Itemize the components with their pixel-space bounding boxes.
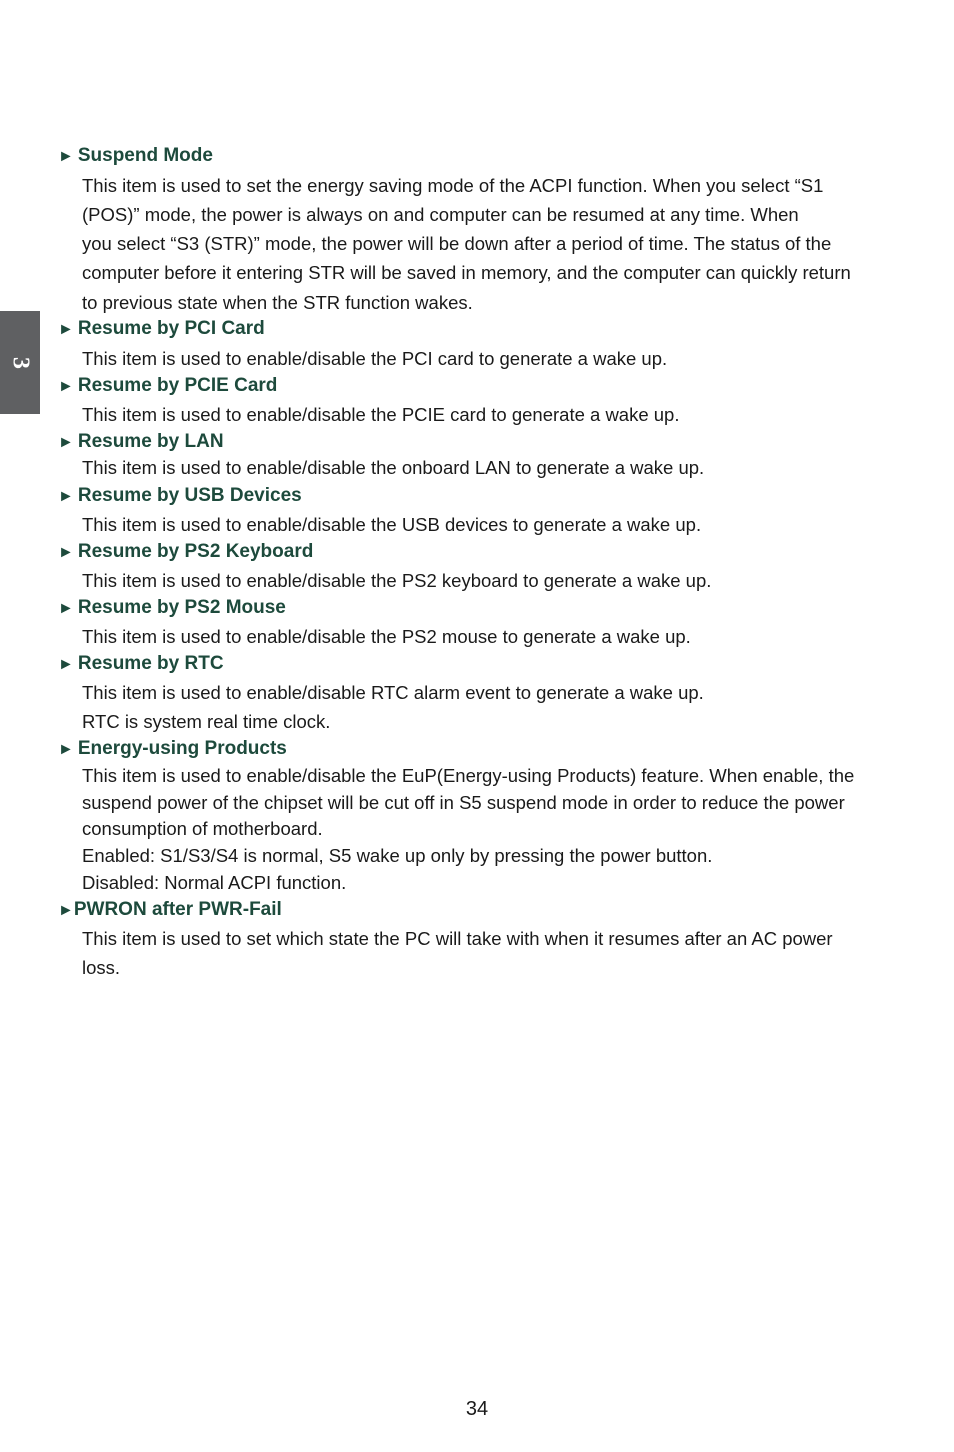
- section-heading-resume-pci-card: ► Resume by PCI Card: [58, 318, 265, 339]
- section-text: This item is used to enable/disable the PS2 mouse to generate a wake up.: [82, 626, 691, 647]
- arrow-right-icon: ►: [58, 434, 74, 451]
- page-number: 34: [465, 1398, 489, 1420]
- section-text: Enabled: S1/S3/S4 is normal, S5 wake up only by pressing the power button.: [82, 845, 713, 866]
- section-text: This item is used to enable/disable RTC alarm event to generate a wake up.: [82, 682, 704, 703]
- section-text: you select “S3 (STR)” mode, the power will be down after a period of time. The status of the: [82, 233, 832, 254]
- arrow-right-icon: ►: [58, 378, 74, 395]
- section-heading-resume-lan: ► Resume by LAN: [58, 431, 224, 452]
- section-text: This item is used to enable/disable the PCIE card to generate a wake up.: [82, 404, 680, 425]
- section-heading-resume-pcie-card: ► Resume by PCIE Card: [58, 375, 278, 396]
- section-text: This item is used to set the energy saving mode of the ACPI function. When you select “S1: [82, 175, 824, 196]
- section-text: computer before it entering STR will be saved in memory, and the computer can quickly return: [82, 262, 851, 283]
- arrow-right-icon: ►: [58, 656, 74, 673]
- section-text: This item is used to enable/disable the PS2 keyboard to generate a wake up.: [82, 570, 712, 591]
- section-text: RTC is system real time clock.: [82, 711, 331, 732]
- section-heading-resume-rtc: ► Resume by RTC: [58, 653, 224, 674]
- arrow-right-icon: ►: [58, 544, 74, 561]
- arrow-right-icon: ►: [58, 600, 74, 617]
- section-text: to previous state when the STR function wakes.: [82, 292, 473, 313]
- arrow-right-icon: ►: [58, 488, 74, 505]
- section-heading-resume-ps2-keyboard: ► Resume by PS2 Keyboard: [58, 541, 314, 562]
- section-text: (POS)” mode, the power is always on and computer can be resumed at any time. When: [82, 204, 799, 225]
- section-heading-resume-ps2-mouse: ► Resume by PS2 Mouse: [58, 597, 286, 618]
- section-text: This item is used to enable/disable the onboard LAN to generate a wake up.: [82, 457, 705, 478]
- section-text: consumption of motherboard.: [82, 818, 323, 839]
- section-text: loss.: [82, 957, 121, 978]
- arrow-right-icon: ►: [58, 902, 74, 919]
- arrow-right-icon: ►: [58, 148, 74, 165]
- arrow-right-icon: ►: [58, 741, 74, 758]
- arrow-right-icon: ►: [58, 321, 74, 338]
- section-text: This item is used to enable/disable the EuP(Energy-using Products) feature. When enable, the: [82, 765, 855, 786]
- section-text: suspend power of the chipset will be cut off in S5 suspend mode in order to reduce the power: [82, 792, 845, 813]
- section-text: This item is used to enable/disable the USB devices to generate a wake up.: [82, 514, 702, 535]
- section-heading-pwron-after-pwr-fail: ►PWRON after PWR-Fail: [58, 899, 282, 920]
- chapter-number: 3: [7, 356, 34, 369]
- section-text: This item is used to set which state the PC will take with when it resumes after an AC power: [82, 928, 833, 949]
- section-heading-suspend-mode: ► Suspend Mode: [58, 145, 213, 166]
- chapter-tab: [0, 311, 40, 414]
- section-heading-energy-using-products: ► Energy-using Products: [58, 738, 287, 759]
- section-text: Disabled: Normal ACPI function.: [82, 872, 347, 893]
- section-heading-resume-usb-devices: ► Resume by USB Devices: [58, 485, 302, 506]
- section-text: This item is used to enable/disable the PCI card to generate a wake up.: [82, 348, 668, 369]
